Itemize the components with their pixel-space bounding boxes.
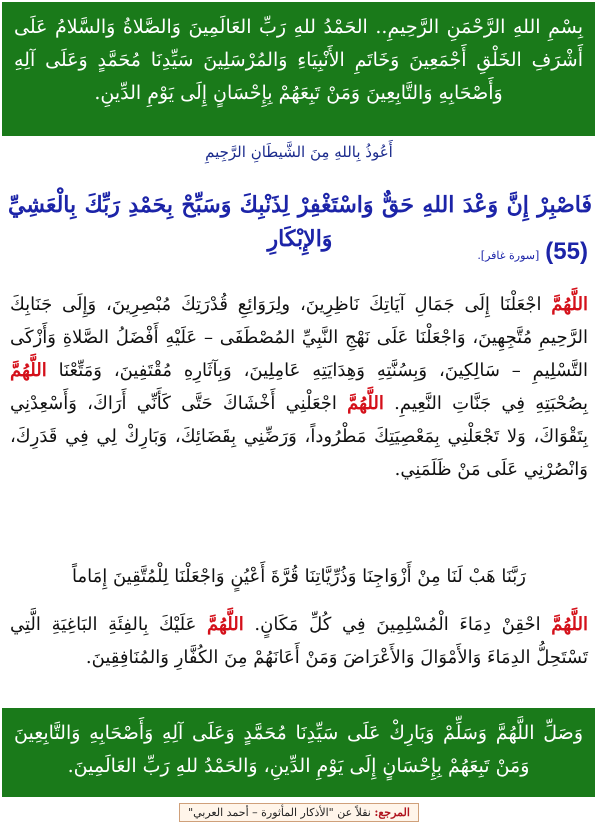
- header-invocation-box: [2, 2, 595, 136]
- closing-salutation-text: وَصَلِّ اللَّهُمَّ وَسَلِّمْ وَبَارِكْ عَلَى سَيِّدِنَا مُحَمَّدٍ وَعَلَى آلِهِ وَأَصْحَابِهِ وَالتَّابِعِينَ وَمَنْ تَبِعَهُمْ بِإِحْسَانٍ إِلَى يَوْمِ الدِّينِ، وَالحَمْدُ للهِ رَبِّ العَالَمِينَ.: [14, 722, 583, 777]
- allahumma-word: اللَّهُمَّ: [551, 614, 589, 635]
- supplication-paragraph-2: [10, 608, 588, 674]
- header-invocation-text: بِسْمِ اللهِ الرَّحْمَنِ الرَّحِيمِ.. الحَمْدُ للهِ رَبِّ العَالَمِينَ وَالصَّلاةُ وَالسَّلامُ عَلَى أَشْرَفِ الخَلْقِ أَجْمَعِينَ وَخَاتَمِ الأَنْبِيَاءِ وَالمُرْسَلِينَ سَيِّدِنَا مُحَمَّدٍ وَعَلَى آلِهِ وَأَصْحَابِهِ وَالتَّابِعِينَ وَمَنْ تَبِعَهُمْ بِإِحْسَانٍ إِلَى يَوْمِ الدِّينِ.: [14, 16, 583, 104]
- allahumma-word: اللَّهُمَّ: [207, 614, 244, 635]
- supplication-text: اجْعَلْنَا إِلَى جَمَالِ آيَاتِكَ نَاظِرِينَ، ولِرَوَائِعِ قُدْرَتِكَ مُبْصِرِينَ، وَإِلَى جَنَابِكَ الرَّحِيمِ مُتَّجِهِينَ، وَاجْعَلْنَا عَلَى نَهْجِ النَّبِيِّ المُصْطَفَى – عَلَيْهِ أَفْضَلُ الصَّلاةِ وَأَزْكَى التَّسْلِيمِ – سَالِكِينَ، وَبِسُنَّتِهِ وَهِدَايَتِهِ عَامِلِينَ، وَبِآثَارِهِ مُقْتَفِينَ، وَمَتِّعْنَا: [10, 294, 588, 381]
- source-reference: [0, 801, 598, 822]
- supplication-text: اجْعَلْنِي أَخْشَاكَ حَتَّى كَأَنِّي أَرَاكَ، وَأَسْعِدْنِي بِتَقْوَاكَ، وَلا تَجْعَلْنِي بِمَعْصِيَتِكَ مَطْرُوداً، وَرَضِّنِي بِقَضَائِكَ، وَبَارِكْ لِي فِي قَدَرِكَ، وَانْصُرْنِي عَلَى مَنْ ظَلَمَنِي.: [10, 393, 588, 480]
- supplication-text: عَلَيْكَ بِالفِئَةِ البَاغِيَةِ الَّتِي تَسْتَحِلُّ الدِمَاءَ وَالأَمْوَالَ وَالأَعْرَاضَ وَمَنْ أَعَانَهُمْ مِنَ الكُفَّارِ وَالمُنَافِقِينَ.: [10, 614, 588, 668]
- allahumma-word: اللَّهُمَّ: [10, 360, 47, 381]
- quran-verse-text: فَاصْبِرْ إِنَّ وَعْدَ اللهِ حَقٌّ وَاسْتَغْفِرْ لِذَنْبِكَ وَسَبِّحْ بِحَمْدِ رَبِّكَ بِالْعَشِيِّ وَالإِبْكَارِ: [8, 192, 592, 252]
- verse-number: (55): [545, 238, 588, 265]
- supplication-text: احْقِنْ دِمَاءَ الْمُسْلِمِينَ فِي كُلِّ مَكَانٍ.: [243, 614, 552, 635]
- allahumma-word: اللَّهُمَّ: [347, 393, 384, 414]
- verse-reference: [477, 238, 588, 266]
- rabbana-verse: رَبَّنَا هَبْ لَنَا مِنْ أَزْوَاجِنَا وَذُرِّيَّاتِنَا قُرَّةَ أَعْيُنٍ وَاجْعَلْنَا لِلْمُتَّقِينَ إِمَاماً: [72, 566, 526, 587]
- closing-salutation-box: [2, 708, 595, 797]
- source-text: نقلاً عن "الأذكار المأثورة – أحمد العربي": [188, 806, 375, 819]
- surah-name: [سورة غافر].: [477, 249, 540, 262]
- supplication-paragraph: [10, 288, 588, 486]
- allahumma-word: اللَّهُمَّ: [551, 294, 588, 315]
- source-label: المرجع:: [374, 806, 410, 819]
- istiadha-line: أَعُوذُ بِاللهِ مِنَ الشَّيطَانِ الرَّجِيمِ: [205, 143, 393, 161]
- source-reference-frame: [179, 803, 419, 822]
- supplication-text: بِصُحْبَتِهِ فِي جَنَّاتِ النَّعِيمِ.: [383, 393, 589, 414]
